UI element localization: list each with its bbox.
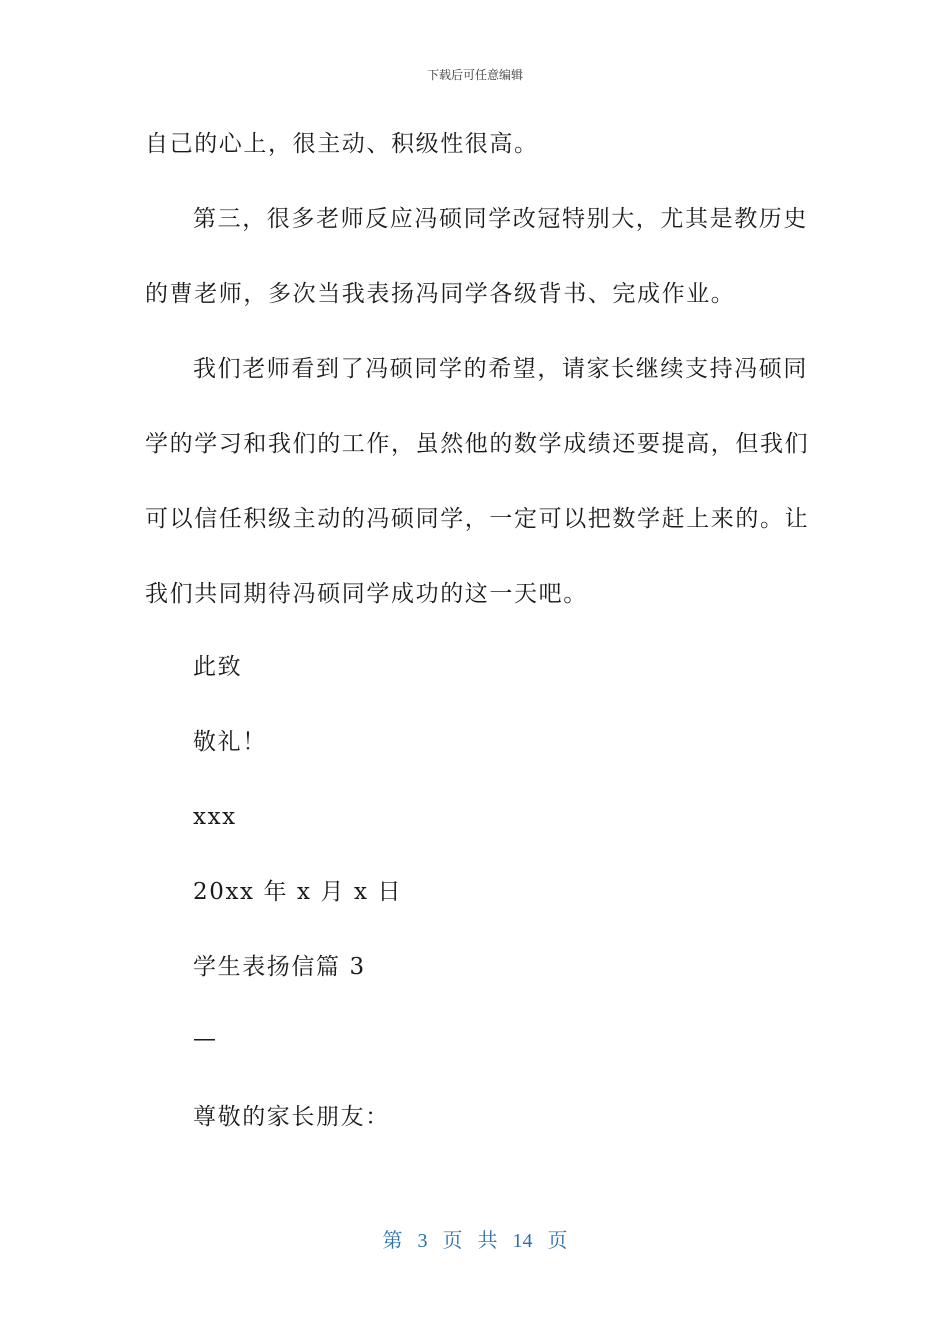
body-line: 可以信任积级主动的冯硕同学，一定可以把数学赶上来的。让 bbox=[145, 506, 810, 532]
closing-regards: 敬礼！ bbox=[193, 729, 267, 755]
section-marker: — bbox=[193, 1026, 218, 1052]
signature: xxx bbox=[193, 804, 237, 830]
body-line: 自己的心上，很主动、积级性很高。 bbox=[145, 131, 539, 157]
body-line: 我们老师看到了冯硕同学的希望，请家长继续支持冯硕同 bbox=[193, 356, 808, 382]
body-line: 我们共同期待冯硕同学成功的这一天吧。 bbox=[145, 581, 588, 607]
page-header: 下载后可任意编辑 bbox=[426, 68, 523, 82]
body-line: 的曹老师，多次当我表扬冯同学各级背书、完成作业。 bbox=[145, 281, 736, 307]
date-line: 20xx 年 x 月 x 日 bbox=[193, 879, 403, 905]
body-line: 第三，很多老师反应冯硕同学改冠特别大，尤其是教历史 bbox=[193, 206, 808, 232]
body-line: 学的学习和我们的工作，虽然他的数学成绩还要提高，但我们 bbox=[145, 431, 810, 457]
page-footer: 第 3 页 共 14 页 bbox=[382, 1230, 568, 1252]
section-title: 学生表扬信篇 3 bbox=[193, 954, 366, 980]
greeting-line: 尊敬的家长朋友： bbox=[193, 1104, 390, 1130]
closing-salutation: 此致 bbox=[193, 654, 243, 680]
